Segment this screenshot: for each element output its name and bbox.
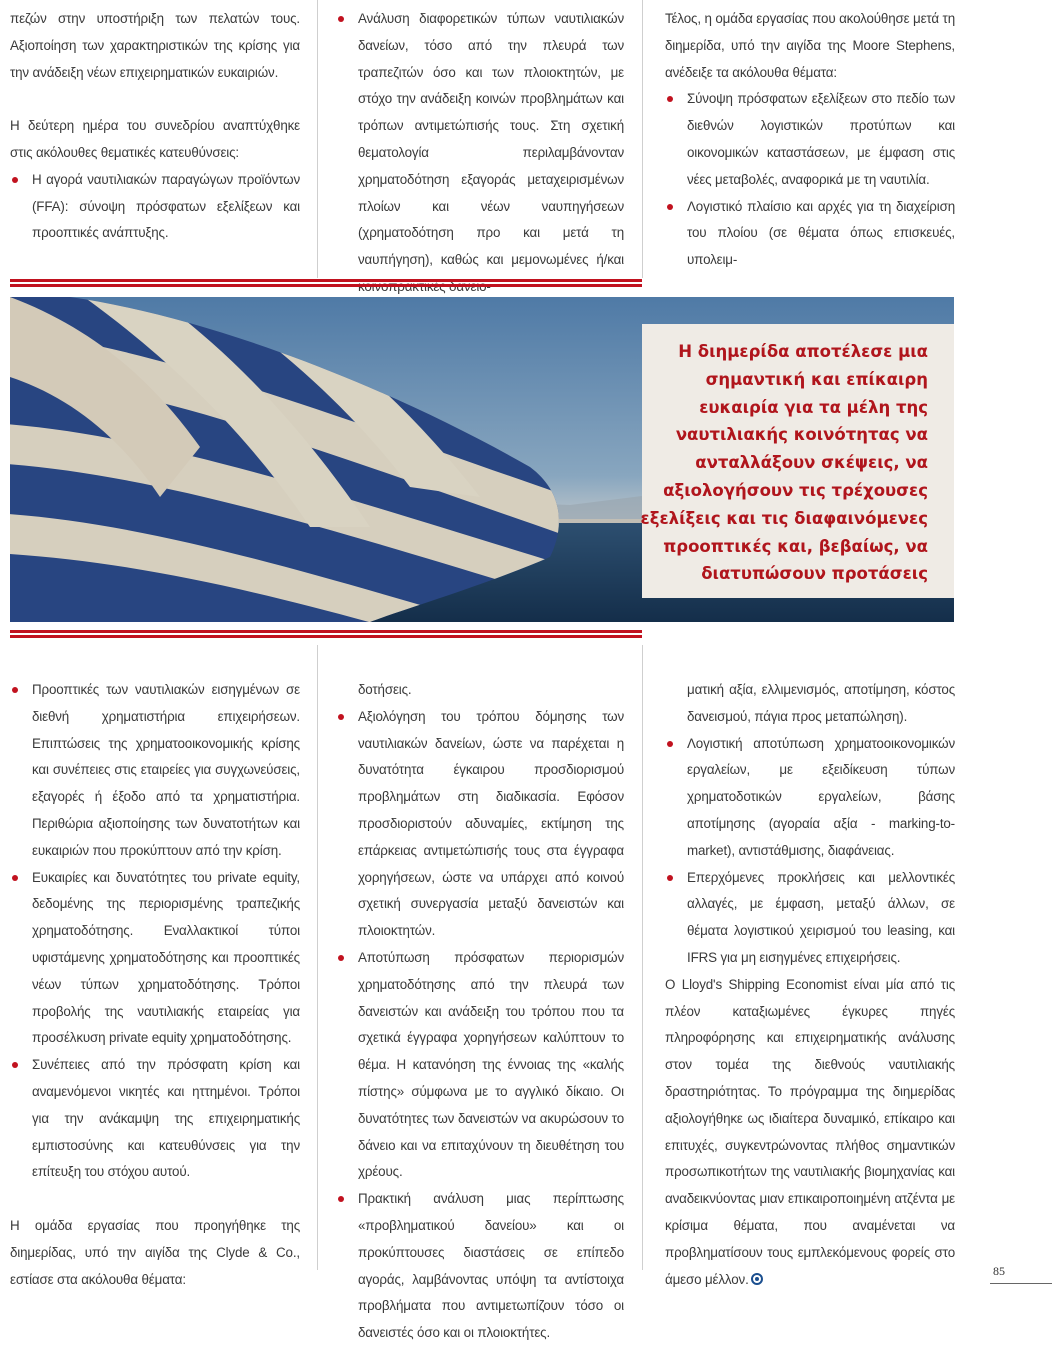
top-column-1 xyxy=(10,6,300,247)
pull-quote-box xyxy=(642,324,954,598)
column-divider xyxy=(317,645,318,1270)
list-item: Σύνοψη πρόσφατων εξελίξεων στο πεδίο των διεθνών λογιστικών προτύπων και οικονομικών καταστάσεων, με έμφαση στις νέες μεταβολές, αναφορικά με τη ναυτιλία. xyxy=(665,86,955,193)
list-item: Προοπτικές των ναυτιλιακών εισηγμένων σε διεθνή χρηματιστήρια επιχειρήσεων. Επιπτώσεις της χρηματοοικονομικής κρίσης και συνέπειες στις εταιρείες για συγχωνεύσεις, εξαγορές ή έξοδο από τα χρηματιστήρια. Περιθώρια αξιοποίησης των δυνατοτήτων και ευκαιριών που προκύπτουν από την κρίση. xyxy=(10,677,300,865)
column-divider xyxy=(317,0,318,278)
list-item: Συνέπειες από την πρόσφατη κρίση και αναμενόμενοι νικητές και ηττημένοι. Τρόποι για την ανάκαμψη της επιχειρηματικής εμπιστοσύνης και κατευθύνσεις για την επίτευξη του στόχου αυτού. xyxy=(10,1052,300,1186)
list-item-continuation: ματική αξία, ελλιμενισμός, αποτίμηση, κόστος δανεισμού, πάγια προς μεταπώληση). xyxy=(687,682,955,724)
bottom-col1-list xyxy=(10,677,300,1186)
top-col2-list xyxy=(336,6,624,301)
bottom-col1-para: Η ομάδα εργασίας που προηγήθηκε της διημερίδας, υπό την αιγίδα της Clyde & Co., εστίασε στα ακόλουθα θέματα: xyxy=(10,1217,300,1287)
end-of-article-icon xyxy=(751,1273,763,1285)
red-rule-top xyxy=(10,279,642,287)
top-col3-list xyxy=(665,86,955,274)
top-col3-para: Τέλος, η ομάδα εργασίας που ακολούθησε μετά τη διημερίδα, υπό την αιγίδα της Moore Stephens, ανέδειξε τα ακόλουθα θέματα: xyxy=(665,11,955,80)
closing-paragraph-text: Ο Lloyd's Shipping Economist είναι μία από τις πλέον καταξιωμένες έγκυρες πηγές πληροφόρησης και επιχειρηματικής ανάλυσης στον τομέα της διεθνούς ναυτιλιακής δραστηριότητας. Το πρόγραμμα της διημερίδας αξιολογήθηκε ως ιδιαίτερα δυναμικό, επίκαιρο και επιτυχές, συγκεντρώνοντας πλήθος σημαντικών προσωπικοτήτων της ναυτιλιακής βιομηχανίας και αναδεικνύοντας μιαν επικαιροποιημένη ατζέντα με κρίσιμα θέματα, που αναμένεται να προβληματίσουν τους εμπλεκόμενους φορείς στο άμεσο μέλλον. xyxy=(665,976,955,1287)
list-item: Λογιστική αποτύπωση χρηματοοικονομικών εργαλείων, με εξειδίκευση τύπων χρηματοδοτικών εργαλείων, βάσης αποτίμησης (αγοραία αξία - marking-to-market), αντιστάθμισης, διαφάνειας. xyxy=(665,731,955,865)
list-item: Πρακτική ανάλυση μιας περίπτωσης «προβληματικού δανείου» και οι προκύπτουσες διαστάσεις σε επίπεδο αγοράς, λαμβάνοντας υπόψη τα αντίστοιχα προβλήματα που αντιμετωπίζουν τόσο οι δανειστές όσο και οι πλοιοκτήτες. xyxy=(336,1186,624,1347)
bottom-col3-list xyxy=(665,677,955,972)
red-rule-bottom xyxy=(10,630,642,638)
list-item: Λογιστικό πλαίσιο και αρχές για τη διαχείριση του πλοίου (σε θέματα όπως επισκευές, υπολειμ- xyxy=(665,194,955,274)
bottom-col3-para xyxy=(665,972,955,1294)
column-divider xyxy=(642,0,643,278)
bottom-column-1 xyxy=(10,677,300,1293)
list-item: Αποτύπωση πρόσφατων περιορισμών χρηματοδότησης από την πλευρά των δανειστών και ανάδειξη του τρόπου που τα σχετικά έγγραφα χορηγήσεων καλύπτουν το θέμα. Η κατανόηση της έννοιας της «καλής πίστης» σύμφωνα με το αγγλικό δίκαιο. Οι δυνατότητες των δανειστών να ακυρώσουν το δάνειο και να επιταχύνουν τη διευθέτηση του χρέους. xyxy=(336,945,624,1186)
top-col1-intro: πεζών στην υποστήριξη των πελατών τους. Αξιοποίηση των χαρακτηριστικών της κρίσης για την ανάδειξη νέων επιχειρηματικών ευκαιριών. xyxy=(10,11,300,80)
bottom-column-2 xyxy=(336,677,624,1347)
page-number-rule xyxy=(990,1283,1052,1284)
top-col1-list xyxy=(10,167,300,247)
top-column-3 xyxy=(665,6,955,274)
bottom-col2-list xyxy=(336,677,624,1347)
column-divider xyxy=(642,645,643,1270)
page-number: 85 xyxy=(993,1264,1005,1278)
bottom-column-3 xyxy=(665,677,955,1293)
list-item-continuation: δοτήσεις. xyxy=(358,682,412,697)
list-item: Η αγορά ναυτιλιακών παραγώγων προϊόντων (FFA): σύνοψη πρόσφατων εξελίξεων και προοπτικές ανάπτυξης. xyxy=(10,167,300,247)
list-item: Αξιολόγηση του τρόπου δόμησης των ναυτιλιακών δανείων, ώστε να παρέχεται η δυνατότητα έγκαιρου προσδιορισμού προβλημάτων στη διαδικασία. Εφόσον προσδιοριστούν αδυναμίες, εκτίμηση της επάρκειας αντιμετώπισής τους στα έγγραφα χορηγήσεων, ώστε να υπάρχει από κοινού σχετική συνεργασία μεταξύ δανειστών και πλοιοκτητών. xyxy=(336,704,624,945)
top-col1-para: Η δεύτερη ημέρα του συνεδρίου αναπτύχθηκε στις ακόλουθες θεματικές κατευθύνσεις: xyxy=(10,118,300,160)
list-item: Ευκαιρίες και δυνατότητες του private equity, δεδομένης της περιορισμένης τραπεζικής χρηματοδότησης. Εναλλακτικοί τύποι υφιστάμενης χρηματοδότησης και προοπτικές νέων τύπων χρηματοδότησης. Τρόποι προβολής της ναυτιλιακής εταιρείας για προσέλκυση private equity χρηματοδότησης. xyxy=(10,865,300,1053)
top-column-2 xyxy=(336,6,624,301)
list-item: Ανάλυση διαφορετικών τύπων ναυτιλιακών δανείων, τόσο από την πλευρά των τραπεζιτών όσο και των πλοιοκτητών, με στόχο την ανάδειξη κοινών προβλημάτων και τρόπων αντιμετώπισής τους. Στη σχετική θεματολογία περιλαμβάνονταν χρηματοδότηση εξαγοράς μεταχειρισμένων πλοίων και νέων ναυπηγήσεων (χρηματοδότηση προ και μετά τη ναυπήγηση), καθώς και μεμονωμένες ή/και xyxy=(336,6,624,301)
list-item: Επερχόμενες προκλήσεις και μελλοντικές αλλαγές, με έμφαση, μεταξύ άλλων, σε θέματα λογιστικού χειρισμού του leasing, και IFRS για μη εισηγμένες επιχειρήσεις. xyxy=(665,865,955,972)
pull-quote-text: Η διημερίδα αποτέλεσε μια σημαντική και επίκαιρη ευκαιρία για τα μέλη της ναυτιλιακής κοινότητας να ανταλλάξουν σκέψεις, να αξιολογήσουν τις τρέχουσες εξελίξεις και τις διαφαινόμενες προοπτικές και, βεβαίως, να διατυπώσουν προτάσεις xyxy=(640,342,928,584)
